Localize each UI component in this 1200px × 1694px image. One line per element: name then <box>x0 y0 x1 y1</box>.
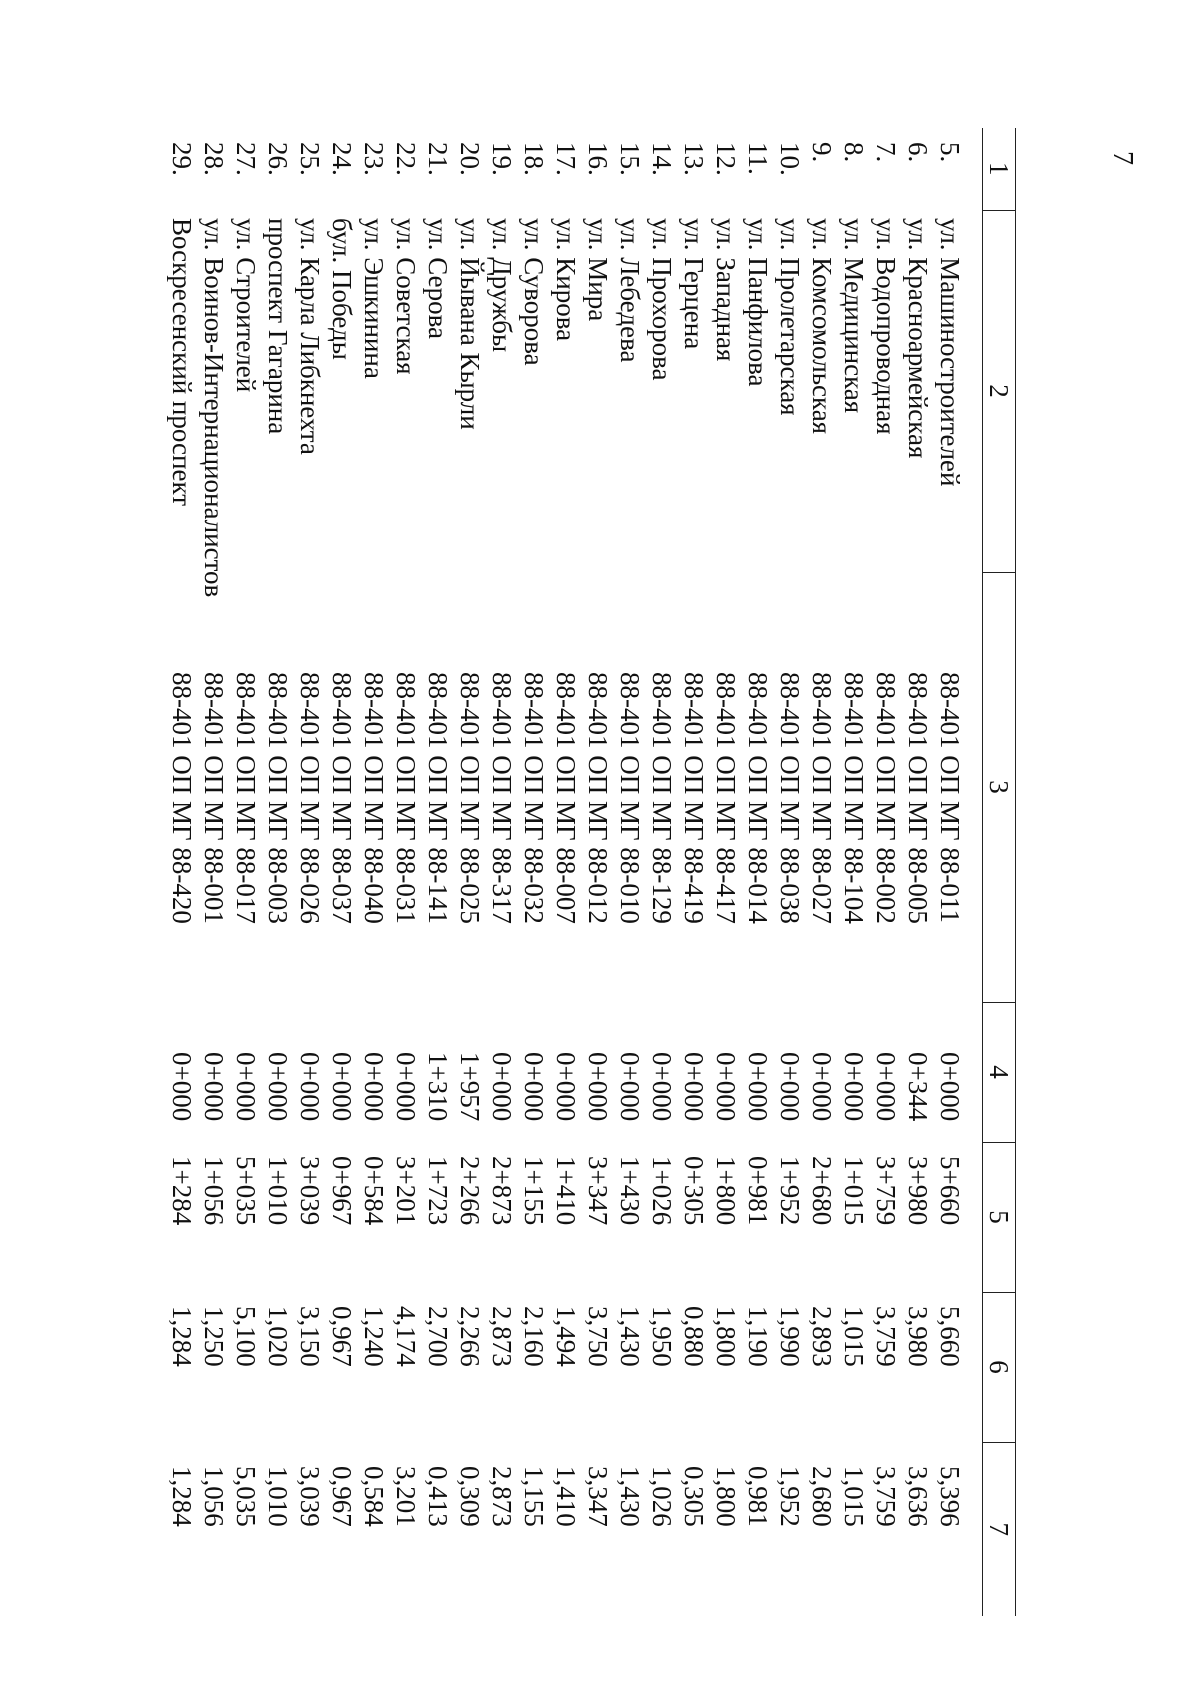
road-id-cell: 88-401 ОП МГ 88-419 <box>679 672 709 924</box>
total-length-cell: 1,284 <box>167 1306 197 1367</box>
column-header-7: 7 <box>983 1442 1016 1616</box>
roads-table-container <box>167 128 1016 1616</box>
end-km-cell: 1+430 <box>615 1156 645 1226</box>
street-name-cell: ул. Серова <box>423 218 453 339</box>
road-id-cell: 88-401 ОП МГ 88-031 <box>391 672 421 924</box>
start-km-cell: 1+957 <box>455 1052 485 1122</box>
total-length-cell: 1,990 <box>775 1306 805 1367</box>
row-number-cell: 28. <box>199 142 229 176</box>
street-name-cell: ул. Водопроводная <box>871 218 901 435</box>
road-id-cell: 88-401 ОП МГ 88-025 <box>455 672 485 924</box>
street-name-cell: ул. Эшкинина <box>359 218 389 379</box>
row-number-cell: 16. <box>583 142 613 176</box>
column-header-6: 6 <box>983 1292 1016 1442</box>
total-length-cell: 1,240 <box>359 1306 389 1367</box>
length-value-cell: 1,015 <box>839 1466 869 1527</box>
row-number-cell: 26. <box>263 142 293 176</box>
end-km-cell: 5+660 <box>935 1156 965 1226</box>
start-km-cell: 0+344 <box>903 1052 933 1122</box>
length-value-cell: 1,430 <box>615 1466 645 1527</box>
total-length-cell: 1,494 <box>551 1306 581 1367</box>
length-value-cell: 3,347 <box>583 1466 613 1527</box>
length-value-cell: 5,035 <box>231 1466 261 1527</box>
start-km-cell: 0+000 <box>935 1052 965 1122</box>
length-value-cell: 0,305 <box>679 1466 709 1527</box>
end-km-cell: 1+952 <box>775 1156 805 1226</box>
row-number-cell: 23. <box>359 142 389 176</box>
road-id-cell: 88-401 ОП МГ 88-026 <box>295 672 325 924</box>
table-row <box>806 128 838 1616</box>
end-km-cell: 0+981 <box>743 1156 773 1226</box>
total-length-cell: 1,190 <box>743 1306 773 1367</box>
row-number-cell: 20. <box>455 142 485 176</box>
start-km-cell: 0+000 <box>391 1052 421 1122</box>
end-km-cell: 1+056 <box>199 1156 229 1226</box>
table-row <box>902 128 934 1616</box>
table-row <box>646 128 678 1616</box>
row-number-cell: 5. <box>935 142 965 163</box>
row-number-cell: 17. <box>551 142 581 176</box>
start-km-cell: 0+000 <box>263 1052 293 1122</box>
length-value-cell: 1,010 <box>263 1466 293 1527</box>
length-value-cell: 1,284 <box>167 1466 197 1527</box>
total-length-cell: 1,015 <box>839 1306 869 1367</box>
start-km-cell: 0+000 <box>295 1052 325 1122</box>
start-km-cell: 0+000 <box>807 1052 837 1122</box>
row-number-cell: 22. <box>391 142 421 176</box>
road-id-cell: 88-401 ОП МГ 88-141 <box>423 672 453 924</box>
end-km-cell: 3+759 <box>871 1156 901 1226</box>
road-id-cell: 88-401 ОП МГ 88-032 <box>519 672 549 924</box>
table-row <box>454 128 486 1616</box>
length-value-cell: 0,967 <box>327 1466 357 1527</box>
table-row <box>262 128 294 1616</box>
length-value-cell: 3,201 <box>391 1466 421 1527</box>
start-km-cell: 0+000 <box>711 1052 741 1122</box>
street-name-cell: ул. Мира <box>583 218 613 322</box>
row-number-cell: 9. <box>807 142 837 163</box>
length-value-cell: 1,410 <box>551 1466 581 1527</box>
table-row <box>326 128 358 1616</box>
total-length-cell: 1,020 <box>263 1306 293 1367</box>
road-id-cell: 88-401 ОП МГ 88-003 <box>263 672 293 924</box>
start-km-cell: 0+000 <box>743 1052 773 1122</box>
length-value-cell: 0,981 <box>743 1466 773 1527</box>
end-km-cell: 1+026 <box>647 1156 677 1226</box>
street-name-cell: ул. Комсомольская <box>807 218 837 435</box>
end-km-cell: 1+723 <box>423 1156 453 1226</box>
end-km-cell: 1+410 <box>551 1156 581 1226</box>
end-km-cell: 1+015 <box>839 1156 869 1226</box>
length-value-cell: 3,039 <box>295 1466 325 1527</box>
start-km-cell: 0+000 <box>359 1052 389 1122</box>
start-km-cell: 0+000 <box>679 1052 709 1122</box>
road-id-cell: 88-401 ОП МГ 88-040 <box>359 672 389 924</box>
street-name-cell: ул. Лебедева <box>615 218 645 363</box>
length-value-cell: 2,680 <box>807 1466 837 1527</box>
column-header-1: 1 <box>983 128 1016 210</box>
road-id-cell: 88-401 ОП МГ 88-104 <box>839 672 869 924</box>
start-km-cell: 0+000 <box>199 1052 229 1122</box>
start-km-cell: 0+000 <box>647 1052 677 1122</box>
roads-table <box>166 128 1016 1616</box>
length-value-cell: 1,800 <box>711 1466 741 1527</box>
end-km-cell: 1+284 <box>167 1156 197 1226</box>
street-name-cell: ул. Воинов-Интернационалистов <box>199 218 229 598</box>
table-row <box>358 128 390 1616</box>
end-km-cell: 3+347 <box>583 1156 613 1226</box>
road-id-cell: 88-401 ОП МГ 88-001 <box>199 672 229 924</box>
total-length-cell: 5,100 <box>231 1306 261 1367</box>
row-number-cell: 19. <box>487 142 517 176</box>
end-km-cell: 3+980 <box>903 1156 933 1226</box>
page-number: 7 <box>1107 151 1138 165</box>
length-value-cell: 1,026 <box>647 1466 677 1527</box>
table-row <box>230 128 262 1616</box>
rotated-page-content <box>167 128 1016 1616</box>
start-km-cell: 0+000 <box>167 1052 197 1122</box>
start-km-cell: 0+000 <box>775 1052 805 1122</box>
length-value-cell: 1,952 <box>775 1466 805 1527</box>
total-length-cell: 1,430 <box>615 1306 645 1367</box>
length-value-cell: 1,056 <box>199 1466 229 1527</box>
total-length-cell: 2,266 <box>455 1306 485 1367</box>
start-km-cell: 0+000 <box>551 1052 581 1122</box>
length-value-cell: 2,873 <box>487 1466 517 1527</box>
row-number-cell: 13. <box>679 142 709 176</box>
street-name-cell: ул. Строителей <box>231 218 261 393</box>
start-km-cell: 0+000 <box>487 1052 517 1122</box>
end-km-cell: 0+305 <box>679 1156 709 1226</box>
street-name-cell: проспект Гагарина <box>263 218 293 435</box>
road-id-cell: 88-401 ОП МГ 88-417 <box>711 672 741 924</box>
table-row <box>614 128 646 1616</box>
length-value-cell: 1,155 <box>519 1466 549 1527</box>
length-value-cell: 0,309 <box>455 1466 485 1527</box>
street-name-cell: бул. Победы <box>327 218 357 360</box>
start-km-cell: 0+000 <box>327 1052 357 1122</box>
end-km-cell: 3+039 <box>295 1156 325 1226</box>
end-km-cell: 1+800 <box>711 1156 741 1226</box>
row-number-cell: 25. <box>295 142 325 176</box>
length-value-cell: 3,636 <box>903 1466 933 1527</box>
total-length-cell: 3,150 <box>295 1306 325 1367</box>
end-km-cell: 3+201 <box>391 1156 421 1226</box>
length-value-cell: 0,413 <box>423 1466 453 1527</box>
end-km-cell: 0+584 <box>359 1156 389 1226</box>
start-km-cell: 1+310 <box>423 1052 453 1122</box>
table-row <box>198 128 230 1616</box>
street-name-cell: ул. Пролетарская <box>775 218 805 416</box>
start-km-cell: 0+000 <box>615 1052 645 1122</box>
row-number-cell: 7. <box>871 142 901 163</box>
row-number-cell: 6. <box>903 142 933 163</box>
street-name-cell: ул. Машиностроителей <box>935 218 965 487</box>
total-length-cell: 3,750 <box>583 1306 613 1367</box>
row-number-cell: 21. <box>423 142 453 176</box>
total-length-cell: 1,250 <box>199 1306 229 1367</box>
road-id-cell: 88-401 ОП МГ 88-017 <box>231 672 261 924</box>
row-number-cell: 27. <box>231 142 261 176</box>
street-name-cell: ул. Йывана Кырли <box>455 218 485 430</box>
end-km-cell: 1+155 <box>519 1156 549 1226</box>
table-row <box>294 128 326 1616</box>
road-id-cell: 88-401 ОП МГ 88-027 <box>807 672 837 924</box>
row-number-cell: 11. <box>743 142 773 175</box>
length-value-cell: 0,584 <box>359 1466 389 1527</box>
row-number-cell: 8. <box>839 142 869 163</box>
total-length-cell: 3,759 <box>871 1306 901 1367</box>
total-length-cell: 3,980 <box>903 1306 933 1367</box>
street-name-cell: Воскресенский проспект <box>167 218 197 507</box>
road-id-cell: 88-401 ОП МГ 88-037 <box>327 672 357 924</box>
length-value-cell: 3,759 <box>871 1466 901 1527</box>
end-km-cell: 2+266 <box>455 1156 485 1226</box>
row-number-cell: 24. <box>327 142 357 176</box>
end-km-cell: 0+967 <box>327 1156 357 1226</box>
street-name-cell: ул. Западная <box>711 218 741 362</box>
row-number-cell: 18. <box>519 142 549 176</box>
street-name-cell: ул. Карла Либкнехта <box>295 218 325 455</box>
road-id-cell: 88-401 ОП МГ 88-012 <box>583 672 613 924</box>
street-name-cell: ул. Суворова <box>519 218 549 366</box>
start-km-cell: 0+000 <box>839 1052 869 1122</box>
end-km-cell: 2+873 <box>487 1156 517 1226</box>
table-row <box>934 128 983 1616</box>
length-value-cell: 5,396 <box>935 1466 965 1527</box>
total-length-cell: 5,660 <box>935 1306 965 1367</box>
street-name-cell: ул. Кирова <box>551 218 581 342</box>
total-length-cell: 1,800 <box>711 1306 741 1367</box>
column-header-2: 2 <box>983 210 1016 572</box>
road-id-cell: 88-401 ОП МГ 88-010 <box>615 672 645 924</box>
table-row <box>774 128 806 1616</box>
start-km-cell: 0+000 <box>519 1052 549 1122</box>
column-header-3: 3 <box>983 572 1016 1002</box>
table-row <box>486 128 518 1616</box>
end-km-cell: 5+035 <box>231 1156 261 1226</box>
end-km-cell: 2+680 <box>807 1156 837 1226</box>
start-km-cell: 0+000 <box>231 1052 261 1122</box>
road-id-cell: 88-401 ОП МГ 88-317 <box>487 672 517 924</box>
table-row <box>678 128 710 1616</box>
table-header-row <box>983 128 1016 1616</box>
table-row <box>838 128 870 1616</box>
street-name-cell: ул. Красноармейская <box>903 218 933 459</box>
table-row <box>518 128 550 1616</box>
row-number-cell: 14. <box>647 142 677 176</box>
end-km-cell: 1+010 <box>263 1156 293 1226</box>
total-length-cell: 2,160 <box>519 1306 549 1367</box>
street-name-cell: ул. Прохорова <box>647 218 677 381</box>
table-row <box>390 128 422 1616</box>
table-row <box>742 128 774 1616</box>
table-row <box>166 128 198 1616</box>
total-length-cell: 2,893 <box>807 1306 837 1367</box>
total-length-cell: 0,967 <box>327 1306 357 1367</box>
total-length-cell: 4,174 <box>391 1306 421 1367</box>
road-id-cell: 88-401 ОП МГ 88-011 <box>935 672 965 923</box>
total-length-cell: 1,950 <box>647 1306 677 1367</box>
table-row <box>710 128 742 1616</box>
street-name-cell: ул. Советская <box>391 218 421 375</box>
row-number-cell: 15. <box>615 142 645 176</box>
total-length-cell: 0,880 <box>679 1306 709 1367</box>
table-row <box>550 128 582 1616</box>
column-header-5: 5 <box>983 1142 1016 1292</box>
road-id-cell: 88-401 ОП МГ 88-005 <box>903 672 933 924</box>
street-name-cell: ул. Дружбы <box>487 218 517 353</box>
road-id-cell: 88-401 ОП МГ 88-007 <box>551 672 581 924</box>
road-id-cell: 88-401 ОП МГ 88-038 <box>775 672 805 924</box>
street-name-cell: ул. Герцена <box>679 218 709 350</box>
start-km-cell: 0+000 <box>583 1052 613 1122</box>
row-number-cell: 29. <box>167 142 197 176</box>
column-header-4: 4 <box>983 1002 1016 1142</box>
table-row <box>870 128 902 1616</box>
road-id-cell: 88-401 ОП МГ 88-002 <box>871 672 901 924</box>
street-name-cell: ул. Медицинская <box>839 218 869 414</box>
table-row <box>582 128 614 1616</box>
road-id-cell: 88-401 ОП МГ 88-014 <box>743 672 773 924</box>
row-number-cell: 12. <box>711 142 741 176</box>
total-length-cell: 2,700 <box>423 1306 453 1367</box>
table-row <box>422 128 454 1616</box>
total-length-cell: 2,873 <box>487 1306 517 1367</box>
road-id-cell: 88-401 ОП МГ 88-129 <box>647 672 677 924</box>
start-km-cell: 0+000 <box>871 1052 901 1122</box>
row-number-cell: 10. <box>775 142 805 176</box>
road-id-cell: 88-401 ОП МГ 88-420 <box>167 672 197 924</box>
street-name-cell: ул. Панфилова <box>743 218 773 387</box>
